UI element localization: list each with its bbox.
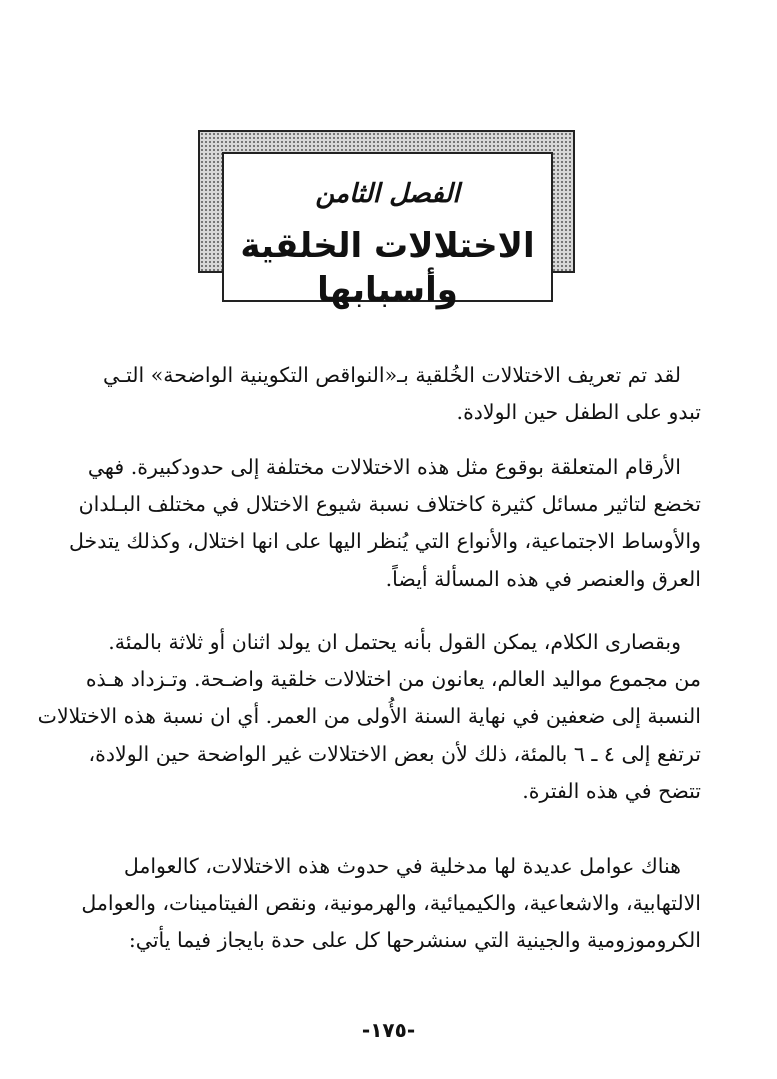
text-line: والأوساط الاجتماعية، والأنواع التي يُنظر اليها على انها اختلال، وكذلك يتدخل (69, 529, 701, 554)
paragraph-4 (80, 848, 701, 960)
text-line: النسبة إلى ضعفين في نهاية السنة الأُولى من العمر. أي ان نسبة هذه الاختلالات (37, 704, 701, 729)
paragraph-2 (69, 449, 701, 598)
text-line: ترتفع إلى ٤ ـ ٦ بالمئة، ذلك لأن بعض الاختلالات غير الواضحة حين الولادة، (88, 741, 701, 766)
chapter-title: الاختلالات الخلقية وأسبابها (240, 226, 535, 310)
chapter-label: الفصل الثامن (315, 179, 460, 209)
page-number: -١٧٥- (361, 1018, 416, 1042)
text-line: الأرقام المتعلقة بوقوع مثل هذه الاختلالات مختلفة إلى حدودكبيرة. فهي (87, 455, 681, 479)
text-line: تتضح في هذه الفترة. (522, 778, 701, 803)
paragraph-1 (80, 357, 701, 431)
text-line: وبقصارى الكلام، يمكن القول بأنه يحتمل ان يولد اثنان أو ثلاثة بالمئة. (108, 630, 681, 654)
text-line: تبدو على الطفل حين الولادة. (456, 400, 701, 425)
paragraph-3 (37, 624, 701, 810)
chapter-title-box (222, 152, 553, 310)
text-line: لقد تم تعريف الاختلالات الخُلقية بـ«النواقص التكوينية الواضحة» التـي (103, 363, 681, 387)
text-line: من مجموع مواليد العالم، يعانون من اختلالات خلقية واضـحة. وتـزداد هـذه (85, 667, 701, 692)
text-line: تخضع لتاثير مسائل كثيرة كاختلاف نسبة شيوع الاختلال في مختلف البـلدان (78, 492, 701, 517)
text-line: الكروموزومية والجينية التي سنشرحها كل على حدة بايجاز فيما يأتي: (128, 928, 701, 953)
text-line: العرق والعنصر في هذه المسألة أيضاً. (385, 566, 701, 591)
text-line: الالتهابية، والاشعاعية، والكيميائية، والهرمونية، ونقص الفيتامينات، والعوامل (81, 891, 701, 916)
text-line: هناك عوامل عديدة لها مدخلية في حدوث هذه الاختلالات، كالعوامل (123, 854, 681, 878)
